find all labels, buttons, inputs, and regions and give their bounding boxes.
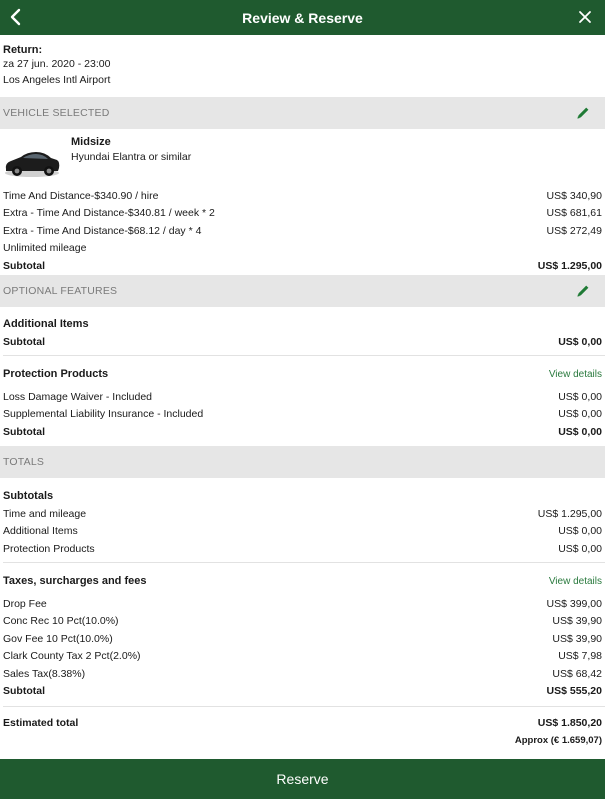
taxes-view-details-link[interactable]: View details — [548, 575, 602, 587]
subtotal-value: US$ 0,00 — [558, 335, 602, 348]
subtotal-label: Subtotal — [3, 335, 45, 348]
tax-value: US$ 68,42 — [552, 667, 602, 680]
reserve-button[interactable]: Reserve — [0, 759, 605, 799]
tax-label: Drop Fee — [3, 597, 47, 610]
protection-title: Protection Products — [3, 368, 109, 380]
subtotal-label: Time and mileage — [3, 507, 87, 520]
approx-total: Approx (€ 1.659,07) — [514, 735, 602, 746]
tax-label: Sales Tax(8.38%) — [3, 667, 86, 680]
vehicle-subtotal-row — [0, 257, 605, 275]
charge-label: Extra - Time And Distance-$340.81 / week * 2 — [3, 207, 215, 220]
vehicle-card — [0, 129, 605, 183]
protection-label: Loss Damage Waiver - Included — [3, 390, 153, 403]
subtotal-label: Additional Items — [3, 525, 78, 538]
subtotal-value: US$ 0,00 — [558, 525, 602, 538]
subtotal-value: US$ 555,20 — [546, 685, 602, 698]
subtotal-value: US$ 1.295,00 — [537, 259, 602, 272]
tax-label: Gov Fee 10 Pct(10.0%) — [3, 632, 113, 645]
tax-label: Conc Rec 10 Pct(10.0%) — [3, 615, 119, 628]
protection-subtotal-row — [0, 423, 605, 441]
additional-subtotal-row — [0, 333, 605, 351]
tax-row — [0, 648, 605, 666]
charge-label: Extra - Time And Distance-$68.12 / day * 4 — [3, 224, 202, 237]
charge-row — [0, 205, 605, 223]
close-icon[interactable] — [573, 5, 597, 29]
vehicle-charges — [0, 183, 605, 275]
subtotals-block — [0, 478, 605, 562]
additional-items-title: Additional Items — [3, 318, 89, 330]
tax-row — [0, 613, 605, 631]
totals-section-header — [0, 446, 605, 478]
return-info — [0, 35, 605, 97]
additional-items — [0, 307, 605, 355]
subtotal-row — [0, 523, 605, 541]
subtotal-value: US$ 0,00 — [558, 425, 602, 438]
tax-value: US$ 7,98 — [558, 650, 602, 663]
tax-row — [0, 665, 605, 683]
taxes-subtotal-row — [0, 683, 605, 701]
optional-section-header — [0, 275, 605, 307]
subtotals-title: Subtotals — [3, 490, 54, 502]
return-label: Return: — [3, 44, 43, 56]
taxes-title: Taxes, surcharges and fees — [3, 575, 147, 587]
charge-label: Time And Distance-$340.90 / hire — [3, 189, 159, 202]
subtotal-value: US$ 0,00 — [558, 542, 602, 555]
page-title: Review & Reserve — [242, 9, 363, 26]
tax-label: Clark County Tax 2 Pct(2.0%) — [3, 650, 141, 663]
subtotal-label: Subtotal — [3, 425, 45, 438]
protection-value: US$ 0,00 — [558, 408, 602, 421]
vehicle-section-title: VEHICLE SELECTED — [3, 107, 110, 119]
charge-row — [0, 187, 605, 205]
vehicle-section-header — [0, 97, 605, 129]
charge-row — [0, 240, 605, 258]
estimated-total-block — [0, 707, 605, 746]
tax-row — [0, 595, 605, 613]
edit-optional-pencil-icon[interactable] — [572, 280, 594, 302]
back-chevron-icon[interactable] — [4, 5, 28, 29]
charge-value: US$ 681,61 — [546, 207, 602, 220]
taxes-header — [0, 570, 605, 592]
protection-row — [0, 388, 605, 406]
subtotal-label: Subtotal — [3, 685, 45, 698]
estimated-total-label: Estimated total — [3, 717, 79, 729]
optional-section-title: OPTIONAL FEATURES — [3, 285, 118, 297]
taxes-block — [0, 563, 605, 706]
charge-row — [0, 222, 605, 240]
subtotal-row — [0, 540, 605, 558]
subtotal-label: Subtotal — [3, 259, 45, 272]
totals-section-title: TOTALS — [3, 456, 45, 468]
top-bar — [0, 0, 605, 35]
vehicle-class: Midsize — [71, 136, 111, 148]
tax-value: US$ 399,00 — [546, 597, 602, 610]
tax-value: US$ 39,90 — [552, 632, 602, 645]
vehicle-model: Hyundai Elantra or similar — [71, 151, 192, 163]
protection-value: US$ 0,00 — [558, 390, 602, 403]
tax-value: US$ 39,90 — [552, 615, 602, 628]
subtotal-row — [0, 505, 605, 523]
subtotal-label: Protection Products — [3, 542, 95, 555]
estimated-total-row — [0, 713, 605, 733]
tax-row — [0, 630, 605, 648]
edit-vehicle-pencil-icon[interactable] — [572, 102, 594, 124]
charge-value: US$ 340,90 — [546, 189, 602, 202]
protection-products — [0, 356, 605, 446]
return-location: Los Angeles Intl Airport — [3, 74, 111, 86]
protection-label: Supplemental Liability Insurance - Included — [3, 408, 204, 421]
charge-value: US$ 272,49 — [546, 224, 602, 237]
subtotal-value: US$ 1.295,00 — [537, 507, 602, 520]
return-date: za 27 jun. 2020 - 23:00 — [3, 58, 111, 70]
protection-view-details-link[interactable]: View details — [548, 368, 602, 380]
estimated-total-value: US$ 1.850,20 — [537, 717, 602, 729]
protection-row — [0, 406, 605, 424]
protection-header — [0, 363, 605, 385]
car-image — [3, 143, 61, 181]
charge-label: Unlimited mileage — [3, 242, 87, 255]
